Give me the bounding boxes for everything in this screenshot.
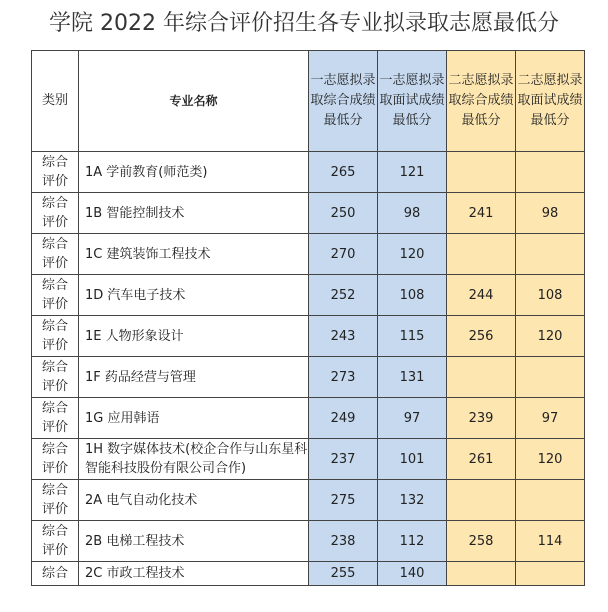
scores-table bbox=[31, 50, 585, 586]
first-comprehensive-cell: 250 bbox=[309, 193, 378, 234]
table-row bbox=[32, 152, 585, 193]
category-cell bbox=[32, 275, 79, 316]
first-comprehensive-cell: 237 bbox=[309, 439, 378, 480]
category-line-2: 评价 bbox=[41, 420, 68, 435]
first-comprehensive-cell: 273 bbox=[309, 357, 378, 398]
second-comprehensive-cell bbox=[447, 152, 516, 193]
first-comprehensive-cell: 255 bbox=[309, 562, 378, 586]
table-row bbox=[32, 234, 585, 275]
major-name-cell: 1F 药品经营与管理 bbox=[79, 357, 309, 398]
first-interview-cell: 120 bbox=[378, 234, 447, 275]
major-name-cell: 1E 人物形象设计 bbox=[79, 316, 309, 357]
table-row bbox=[32, 439, 585, 480]
category-line-1: 综合 bbox=[41, 401, 68, 416]
first-comprehensive-cell: 275 bbox=[309, 480, 378, 521]
first-interview-cell: 115 bbox=[378, 316, 447, 357]
table-row bbox=[32, 398, 585, 439]
first-comprehensive-cell: 270 bbox=[309, 234, 378, 275]
major-name-cell: 1D 汽车电子技术 bbox=[79, 275, 309, 316]
second-interview-cell bbox=[516, 357, 585, 398]
second-interview-cell bbox=[516, 480, 585, 521]
second-comprehensive-cell: 244 bbox=[447, 275, 516, 316]
category-cell bbox=[32, 316, 79, 357]
major-name-cell: 1B 智能控制技术 bbox=[79, 193, 309, 234]
second-interview-cell bbox=[516, 234, 585, 275]
header-major: 专业名称 bbox=[79, 51, 309, 152]
header-first-comprehensive: 一志愿拟录取综合成绩最低分 bbox=[309, 51, 378, 152]
category-line-2: 评价 bbox=[41, 338, 68, 353]
category-line-2: 评价 bbox=[41, 502, 68, 517]
major-name-cell: 1G 应用韩语 bbox=[79, 398, 309, 439]
first-interview-cell: 131 bbox=[378, 357, 447, 398]
second-interview-cell: 120 bbox=[516, 316, 585, 357]
second-comprehensive-cell: 261 bbox=[447, 439, 516, 480]
second-comprehensive-cell bbox=[447, 480, 516, 521]
first-comprehensive-cell: 252 bbox=[309, 275, 378, 316]
table-row bbox=[32, 562, 585, 586]
category-line-1: 综合 bbox=[41, 237, 68, 252]
major-name-cell: 1C 建筑装饰工程技术 bbox=[79, 234, 309, 275]
first-comprehensive-cell: 243 bbox=[309, 316, 378, 357]
table-row bbox=[32, 316, 585, 357]
second-interview-cell: 114 bbox=[516, 521, 585, 562]
header-second-interview: 二志愿拟录取面试成绩最低分 bbox=[516, 51, 585, 152]
category-cell bbox=[32, 439, 79, 480]
second-comprehensive-cell: 239 bbox=[447, 398, 516, 439]
category-line-1: 综合 bbox=[41, 483, 68, 498]
second-interview-cell bbox=[516, 562, 585, 586]
category-line-2: 评价 bbox=[41, 256, 68, 271]
first-interview-cell: 98 bbox=[378, 193, 447, 234]
first-interview-cell: 132 bbox=[378, 480, 447, 521]
second-interview-cell: 98 bbox=[516, 193, 585, 234]
major-name-cell: 2B 电梯工程技术 bbox=[79, 521, 309, 562]
second-comprehensive-cell bbox=[447, 357, 516, 398]
category-line-2: 评价 bbox=[41, 174, 68, 189]
first-interview-cell: 112 bbox=[378, 521, 447, 562]
second-comprehensive-cell: 256 bbox=[447, 316, 516, 357]
category-line-2: 评价 bbox=[41, 297, 68, 312]
table-row bbox=[32, 357, 585, 398]
category-line-1: 综合 bbox=[41, 442, 68, 457]
second-interview-cell: 108 bbox=[516, 275, 585, 316]
header-row bbox=[32, 51, 585, 152]
table-body bbox=[32, 152, 585, 586]
category-cell bbox=[32, 234, 79, 275]
table-row bbox=[32, 521, 585, 562]
first-interview-cell: 97 bbox=[378, 398, 447, 439]
first-interview-cell: 140 bbox=[378, 562, 447, 586]
category-line-2: 评价 bbox=[41, 215, 68, 230]
category-line-2: 评价 bbox=[41, 543, 68, 558]
category-line-2: 评价 bbox=[41, 379, 68, 394]
category-cell bbox=[32, 152, 79, 193]
category-line-1: 综合 bbox=[41, 196, 68, 211]
second-interview-cell: 120 bbox=[516, 439, 585, 480]
table-row bbox=[32, 193, 585, 234]
header-first-interview: 一志愿拟录取面试成绩最低分 bbox=[378, 51, 447, 152]
category-cell bbox=[32, 193, 79, 234]
second-comprehensive-cell bbox=[447, 562, 516, 586]
header-category: 类别 bbox=[32, 51, 79, 152]
first-interview-cell: 108 bbox=[378, 275, 447, 316]
first-interview-cell: 121 bbox=[378, 152, 447, 193]
header-second-comprehensive: 二志愿拟录取综合成绩最低分 bbox=[447, 51, 516, 152]
major-name-cell: 2A 电气自动化技术 bbox=[79, 480, 309, 521]
second-comprehensive-cell: 241 bbox=[447, 193, 516, 234]
first-interview-cell: 101 bbox=[378, 439, 447, 480]
second-interview-cell: 97 bbox=[516, 398, 585, 439]
page-title: 学院 2022 年综合评价招生各专业拟录取志愿最低分 bbox=[49, 11, 559, 36]
category-line-1: 综合 bbox=[41, 319, 68, 334]
category-line-1: 综合 bbox=[41, 278, 68, 293]
category-cell bbox=[32, 357, 79, 398]
first-comprehensive-cell: 265 bbox=[309, 152, 378, 193]
category-line-1: 综合 bbox=[41, 566, 68, 581]
first-comprehensive-cell: 238 bbox=[309, 521, 378, 562]
category-line-1: 综合 bbox=[41, 360, 68, 375]
second-comprehensive-cell: 258 bbox=[447, 521, 516, 562]
major-name-cell: 1H 数字媒体技术(校企合作与山东星科智能科技股份有限公司合作) bbox=[79, 439, 309, 480]
category-line-1: 综合 bbox=[41, 524, 68, 539]
category-cell bbox=[32, 480, 79, 521]
category-cell bbox=[32, 398, 79, 439]
major-name-cell: 1A 学前教育(师范类) bbox=[79, 152, 309, 193]
category-line-1: 综合 bbox=[41, 155, 68, 170]
category-line-2: 评价 bbox=[41, 461, 68, 476]
second-interview-cell bbox=[516, 152, 585, 193]
table-row bbox=[32, 275, 585, 316]
major-name-cell: 2C 市政工程技术 bbox=[79, 562, 309, 586]
category-cell bbox=[32, 562, 79, 586]
category-cell bbox=[32, 521, 79, 562]
table-row bbox=[32, 480, 585, 521]
first-comprehensive-cell: 249 bbox=[309, 398, 378, 439]
second-comprehensive-cell bbox=[447, 234, 516, 275]
